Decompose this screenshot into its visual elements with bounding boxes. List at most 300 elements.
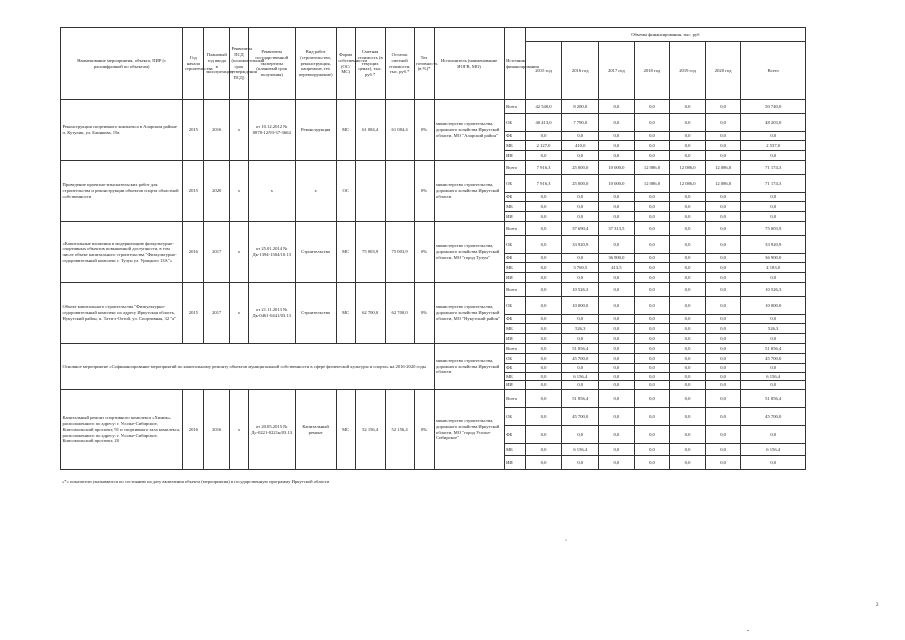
start-year: 2016 — [183, 222, 204, 283]
psd-details: х — [230, 161, 249, 222]
funding-value: 0,0 — [705, 222, 741, 236]
funding-value: 0,0 — [670, 202, 706, 212]
funding-source: ОБ — [504, 408, 525, 426]
funding-total: 0,0 — [741, 315, 806, 324]
funding-value: 0,0 — [705, 381, 741, 390]
funding-value: 0,0 — [705, 408, 741, 426]
table-body — [61, 100, 806, 470]
funding-value: 0,0 — [634, 372, 670, 381]
funding-total: 0,0 — [741, 364, 806, 373]
expertise-details: от 21.11.2013 № Дк-0461-0441/03.13 — [248, 283, 295, 344]
readiness: 0% — [414, 390, 434, 470]
funding-total: 51 856,4 — [741, 390, 806, 408]
funding-value: 0,0 — [634, 151, 670, 161]
header-source: Источник финансирования — [504, 28, 525, 100]
funding-value: 0,0 — [525, 390, 562, 408]
funding-value: 0,0 — [525, 263, 562, 273]
table-row — [61, 283, 806, 297]
funding-value: 0,0 — [670, 222, 706, 236]
funding-value: 0,0 — [634, 236, 670, 254]
funding-total: 48 203,0 — [741, 114, 806, 132]
funding-value: 0,0 — [525, 202, 562, 212]
funding-value: 0,0 — [562, 273, 599, 283]
funding-value: 0,0 — [599, 236, 635, 254]
funding-value: 0,0 — [634, 354, 670, 364]
funding-source: Всего — [504, 161, 525, 175]
funding-value: 0,0 — [670, 364, 706, 373]
header-year: 2018 год — [634, 42, 670, 100]
estimate-cost: 52 156,4 — [355, 390, 385, 470]
funding-total: 51 856,4 — [741, 344, 806, 354]
funding-value: 0,0 — [599, 151, 635, 161]
work-type: х — [295, 161, 336, 222]
funding-value: 0,0 — [525, 426, 562, 444]
header-year: 2017 год — [599, 42, 635, 100]
funding-value: 0,0 — [634, 344, 670, 354]
funding-value: 0,0 — [670, 254, 706, 263]
funding-source: ФБ — [504, 193, 525, 202]
funding-value: 7 916,3 — [525, 161, 562, 175]
funding-value: 0,0 — [705, 141, 741, 151]
header-ownership: Форма собственности (ОС/МС) — [336, 28, 355, 100]
funding-value: 0,0 — [562, 456, 599, 470]
funding-value: 0,0 — [525, 408, 562, 426]
funding-value: 0,0 — [525, 456, 562, 470]
funding-value: 0,0 — [670, 100, 706, 114]
main-event-name: Основное мероприятие «Софинансирование мероприятий по капитальному ремонту объектов муниципальной собственности в сфере физической культуры и спорта» на 2016-2020 годы — [61, 344, 435, 390]
header-estimate: Сметная стоимость (в текущих ценах), тыс. руб.* — [355, 28, 385, 100]
funding-value: 0,0 — [525, 324, 562, 334]
expertise-details: от 25.01.2014 № Дк-1394-1304/10.13 — [248, 222, 295, 283]
funding-value: 0,0 — [705, 364, 741, 373]
funding-value: 0,0 — [670, 426, 706, 444]
funding-value: 0,0 — [634, 444, 670, 456]
remaining-cost: 75 003,9 — [385, 222, 414, 283]
funding-value: 0,0 — [599, 390, 635, 408]
table-row — [61, 100, 806, 114]
funding-total: 0,0 — [741, 426, 806, 444]
funding-total: 0,0 — [741, 456, 806, 470]
funding-value: 0,0 — [670, 408, 706, 426]
funding-value: 25 000,0 — [562, 175, 599, 193]
psd-details: х — [230, 283, 249, 344]
ownership: ОС — [336, 161, 355, 222]
funding-value: 0,0 — [562, 315, 599, 324]
funding-value: 0,0 — [562, 193, 599, 202]
funding-total: 36 900,0 — [741, 254, 806, 263]
funding-value: 0,0 — [599, 344, 635, 354]
funding-value: 0,0 — [599, 381, 635, 390]
funding-value: 0,0 — [562, 132, 599, 141]
funding-total: 0,0 — [741, 202, 806, 212]
header-year-total: Всего — [741, 42, 806, 100]
funding-value: 0,0 — [634, 222, 670, 236]
funding-value: 12 086,0 — [670, 161, 706, 175]
funding-source: ФБ — [504, 426, 525, 444]
funding-value: 0,0 — [670, 193, 706, 202]
funding-value: 12 086,0 — [705, 175, 741, 193]
funding-value: 0,0 — [634, 297, 670, 315]
funding-value: 40 413,0 — [525, 114, 562, 132]
scan-mark: « — [565, 537, 567, 542]
funding-source: ИИ — [504, 151, 525, 161]
funding-value: 0,0 — [525, 254, 562, 263]
funding-total: 0,0 — [741, 381, 806, 390]
funding-total: 10 526,3 — [741, 283, 806, 297]
funding-source: ОБ — [504, 175, 525, 193]
funding-value: 7 790,0 — [562, 114, 599, 132]
remaining-cost: 62 700,0 — [385, 283, 414, 344]
start-year: 2015 — [183, 283, 204, 344]
psd-details: х — [230, 100, 249, 161]
funding-value: 0,0 — [670, 372, 706, 381]
funding-total: 33 920,9 — [741, 236, 806, 254]
readiness: 0% — [414, 283, 434, 344]
funding-total: 0,0 — [741, 151, 806, 161]
funding-source: Всего — [504, 100, 525, 114]
funding-value: 0,0 — [599, 212, 635, 222]
project-name: Объект капитального строительства "Физкультурно-оздоровительный комплекс по адресу Иркутская область, Нукутский район, п. Татэгэ-Олтой, ул. Спортивная, 32 "а" — [61, 283, 183, 344]
psd-details: х — [230, 222, 249, 283]
funding-value: 0,0 — [599, 202, 635, 212]
expertise-details: от 10.12.2012 № 0878-12/93-37-3664 — [248, 100, 295, 161]
funding-source: Всего — [504, 283, 525, 297]
table-row — [61, 344, 806, 354]
funding-value: 0,0 — [562, 364, 599, 373]
ownership: МС — [336, 100, 355, 161]
funding-source: ИИ — [504, 334, 525, 344]
funding-value: 51 856,4 — [562, 390, 599, 408]
funding-value: 0,0 — [670, 283, 706, 297]
funding-value: 12 086,0 — [670, 175, 706, 193]
funding-value: 51 856,4 — [562, 344, 599, 354]
funding-value: 0,0 — [562, 334, 599, 344]
funding-value: 0,0 — [634, 283, 670, 297]
funding-value: 0,0 — [525, 193, 562, 202]
funding-value: 0,0 — [705, 151, 741, 161]
header-year: 2016 год — [562, 42, 599, 100]
funding-source: ОБ — [504, 114, 525, 132]
funding-total: 10 000,0 — [741, 297, 806, 315]
funding-value: 10 000,0 — [562, 297, 599, 315]
funding-source: ФБ — [504, 364, 525, 373]
header-year: 2020 год — [705, 42, 741, 100]
funding-value: 45 700,0 — [562, 408, 599, 426]
funding-value: 0,0 — [525, 283, 562, 297]
funding-total: 0,0 — [741, 334, 806, 344]
table-row — [61, 161, 806, 175]
funding-total: 6 156,4 — [741, 444, 806, 456]
funding-value: 0,0 — [634, 456, 670, 470]
remaining-cost: 52 156,4 — [385, 390, 414, 470]
executor: министерство строительства, дорожного хозяйства Иркутской области, МО "Нукутский район" — [434, 283, 504, 344]
work-type: Реконструкция — [295, 100, 336, 161]
funding-value: 42 540,0 — [525, 100, 562, 114]
funding-value: 0,0 — [634, 364, 670, 373]
header-start-year: Год начала строительства — [183, 28, 204, 100]
readiness: 0% — [414, 161, 434, 222]
funding-total: 6 156,4 — [741, 372, 806, 381]
funding-value: 0,0 — [705, 132, 741, 141]
funding-source: МБ — [504, 444, 525, 456]
remaining-cost: 61 084,4 — [385, 100, 414, 161]
plan-year: 2016 — [204, 390, 230, 470]
funding-total: 71 174,3 — [741, 161, 806, 175]
funding-total: 75 003,9 — [741, 222, 806, 236]
funding-value: 0,0 — [634, 324, 670, 334]
funding-source: МБ — [504, 372, 525, 381]
funding-value: 0,0 — [670, 114, 706, 132]
funding-value: 0,0 — [599, 444, 635, 456]
funding-value: 3 769,5 — [562, 263, 599, 273]
executor: министерство строительства, дорожного хозяйства Иркутской области, МО "город Тулун" — [434, 222, 504, 283]
funding-total: 50 740,0 — [741, 100, 806, 114]
funding-total: 0,0 — [741, 273, 806, 283]
remaining-cost — [385, 161, 414, 222]
plan-year: 2017 — [204, 283, 230, 344]
funding-value: 0,0 — [705, 456, 741, 470]
funding-source: МБ — [504, 324, 525, 334]
funding-value: 0,0 — [599, 364, 635, 373]
funding-value: 0,0 — [634, 193, 670, 202]
estimate-cost: 61 084,4 — [355, 100, 385, 161]
funding-value: 36 900,0 — [599, 254, 635, 263]
funding-value: 0,0 — [670, 212, 706, 222]
funding-value: 10 000,0 — [599, 175, 635, 193]
funding-value: 0,0 — [705, 236, 741, 254]
funding-value: 0,0 — [670, 390, 706, 408]
funding-value: 8 200,0 — [562, 100, 599, 114]
header-psd: Реквизиты ПСД (положительный срок утверждения ПСД) — [230, 28, 249, 100]
funding-value: 0,0 — [705, 212, 741, 222]
funding-value: 45 700,0 — [562, 354, 599, 364]
header-expertise: Реквизиты государственной экспертизы (плановый срок получения) — [248, 28, 295, 100]
funding-source: ИИ — [504, 273, 525, 283]
funding-value: 0,0 — [705, 193, 741, 202]
funding-value: 0,0 — [670, 444, 706, 456]
estimate-cost — [355, 161, 385, 222]
executor: министерство строительства, дорожного хозяйства Иркутской области — [434, 161, 504, 222]
funding-value: 0,0 — [705, 315, 741, 324]
funding-value: 0,0 — [670, 334, 706, 344]
funding-value: 0,0 — [525, 222, 562, 236]
funding-total: 4 183,0 — [741, 263, 806, 273]
funding-source: ИИ — [504, 381, 525, 390]
funding-value: 37 690,4 — [562, 222, 599, 236]
funding-total: 526,3 — [741, 324, 806, 334]
header-year: 2019 год — [670, 42, 706, 100]
funding-value: 0,0 — [525, 297, 562, 315]
funding-value: 0,0 — [670, 273, 706, 283]
funding-source: ОБ — [504, 297, 525, 315]
funding-value: 0,0 — [634, 141, 670, 151]
funding-value: 7 916,3 — [525, 175, 562, 193]
plan-year: 2020 — [204, 161, 230, 222]
funding-table — [60, 27, 806, 470]
funding-source: ИИ — [504, 456, 525, 470]
expertise-details: х — [248, 161, 295, 222]
funding-value: 0,0 — [634, 202, 670, 212]
table-row — [61, 222, 806, 236]
funding-value: 526,3 — [562, 324, 599, 334]
funding-source: Всего — [504, 222, 525, 236]
project-name: Проведение проектно-изыскательских работ для строительства и реконструкции объектов спорта областной собственности — [61, 161, 183, 222]
project-name: «Капитальные вложения в модернизацию физкультурно-спортивных объектов повышенной доступности, в том числе объект капитального строительства "Физкультурно-оздоровительный комплекс г. Тулун ул. Урицкого 13А"» — [61, 222, 183, 283]
funding-value: 0,0 — [562, 202, 599, 212]
funding-value: 0,0 — [670, 354, 706, 364]
funding-value: 6 156,4 — [562, 372, 599, 381]
funding-value: 0,0 — [634, 100, 670, 114]
funding-source: Всего — [504, 344, 525, 354]
ownership: МС — [336, 390, 355, 470]
funding-value: 0,0 — [525, 381, 562, 390]
funding-value: 0,0 — [705, 426, 741, 444]
project-name: Реконструкция спортивного комплекса в Аларском районе п. Кутулик, ул. Блинкова, 19а — [61, 100, 183, 161]
funding-value: 0,0 — [599, 324, 635, 334]
funding-value: 0,0 — [599, 372, 635, 381]
funding-value: 0,0 — [599, 100, 635, 114]
start-year: 2015 — [183, 100, 204, 161]
work-type: Капитальный ремонт — [295, 390, 336, 470]
funding-value: 0,0 — [525, 354, 562, 364]
funding-value: 0,0 — [705, 444, 741, 456]
funding-total: 0,0 — [741, 212, 806, 222]
work-type: Строительство — [295, 283, 336, 344]
funding-value: 0,0 — [562, 212, 599, 222]
funding-value: 0,0 — [599, 132, 635, 141]
funding-value: 0,0 — [525, 344, 562, 354]
funding-value: 0,0 — [705, 283, 741, 297]
funding-value: 12 086,0 — [634, 175, 670, 193]
funding-source: ФБ — [504, 254, 525, 263]
funding-value: 0,0 — [525, 151, 562, 161]
funding-value: 0,0 — [525, 372, 562, 381]
document-sheet — [60, 27, 806, 470]
funding-total: 45 700,0 — [741, 354, 806, 364]
psd-details: х — [230, 390, 249, 470]
funding-source: ФБ — [504, 132, 525, 141]
funding-total: 71 174,3 — [741, 175, 806, 193]
funding-value: 0,0 — [705, 254, 741, 263]
funding-value: 0,0 — [670, 132, 706, 141]
funding-value: 10 000,0 — [599, 161, 635, 175]
funding-value: 0,0 — [705, 334, 741, 344]
funding-value: 0,0 — [705, 344, 741, 354]
funding-value: 0,0 — [525, 334, 562, 344]
funding-value: 0,0 — [525, 444, 562, 456]
header-readiness: Тех готовность (в %)* — [414, 28, 434, 100]
readiness: 0% — [414, 222, 434, 283]
funding-value: 0,0 — [634, 334, 670, 344]
funding-total: 2 537,0 — [741, 141, 806, 151]
funding-value: 6 156,4 — [562, 444, 599, 456]
funding-value: 0,0 — [634, 381, 670, 390]
funding-value: 0,0 — [705, 202, 741, 212]
funding-value: 0,0 — [634, 114, 670, 132]
funding-value: 0,0 — [599, 408, 635, 426]
funding-value: 0,0 — [670, 324, 706, 334]
plan-year: 2016 — [204, 100, 230, 161]
funding-value: 37 313,5 — [599, 222, 635, 236]
funding-value: 10 526,3 — [562, 283, 599, 297]
estimate-cost: 62 700,0 — [355, 283, 385, 344]
funding-value: 0,0 — [705, 297, 741, 315]
funding-value: 0,0 — [670, 263, 706, 273]
funding-value: 0,0 — [634, 263, 670, 273]
funding-value: 0,0 — [670, 381, 706, 390]
funding-value: 0,0 — [705, 263, 741, 273]
header-plan-year: Плановый год ввода в эксплуатацию — [204, 28, 230, 100]
funding-value: 0,0 — [525, 132, 562, 141]
funding-value: 0,0 — [634, 132, 670, 141]
start-year: 2016 — [183, 390, 204, 470]
funding-value: 0,0 — [670, 236, 706, 254]
funding-value: 0,0 — [562, 426, 599, 444]
funding-source: МБ — [504, 202, 525, 212]
funding-value: 0,0 — [599, 283, 635, 297]
work-type: Строительство — [295, 222, 336, 283]
header-executor: Исполнитель (наименование ИОГВ, МО) — [434, 28, 504, 100]
expertise-details: от 20.05.2015 № Дс-0221-0221н/03.13 — [248, 390, 295, 470]
header-year: 2015 год — [525, 42, 562, 100]
header-remaining: Остаток сметной стоимости, тыс. руб.* — [385, 28, 414, 100]
funding-value: 12 086,0 — [705, 161, 741, 175]
funding-value: 0,0 — [705, 324, 741, 334]
funding-value: 0,0 — [525, 273, 562, 283]
funding-value: 0,0 — [670, 141, 706, 151]
funding-source: ОБ — [504, 354, 525, 364]
funding-source: Всего — [504, 390, 525, 408]
scan-speck — [747, 630, 749, 631]
readiness: 0% — [414, 100, 434, 161]
funding-value: 0,0 — [634, 426, 670, 444]
funding-value: 410,0 — [562, 141, 599, 151]
footnote: «*» показатели указываются по состоянию на дату включения объекта (мероприятия) в государственную программу Иркутской области — [62, 479, 330, 484]
funding-value: 0,0 — [599, 315, 635, 324]
funding-source: МБ — [504, 141, 525, 151]
funding-value: 0,0 — [634, 254, 670, 263]
funding-total: 0,0 — [741, 132, 806, 141]
table-row — [61, 390, 806, 408]
funding-value: 0,0 — [525, 236, 562, 254]
header-name: Наименование мероприятия, объекта, ПИР (с расшифровкой по объектам) — [61, 28, 183, 100]
header-funding-title: Объемы финансирования, тыс. руб — [525, 28, 805, 42]
funding-value: 0,0 — [562, 381, 599, 390]
funding-value: 0,0 — [599, 193, 635, 202]
funding-value: 0,0 — [525, 212, 562, 222]
funding-value: 0,0 — [705, 273, 741, 283]
funding-value: 0,0 — [634, 315, 670, 324]
funding-value: 0,0 — [599, 141, 635, 151]
funding-value: 0,0 — [705, 114, 741, 132]
funding-value: 0,0 — [670, 344, 706, 354]
funding-value: 0,0 — [705, 372, 741, 381]
page-number: 2 — [876, 603, 879, 608]
funding-value: 0,0 — [599, 297, 635, 315]
funding-source: ОБ — [504, 236, 525, 254]
funding-value: 0,0 — [599, 273, 635, 283]
funding-value: 413,5 — [599, 263, 635, 273]
ownership: МС — [336, 283, 355, 344]
funding-value: 0,0 — [562, 151, 599, 161]
funding-value: 0,0 — [599, 114, 635, 132]
funding-value: 0,0 — [599, 426, 635, 444]
funding-value: 12 086,0 — [634, 161, 670, 175]
executor: министерство строительства, дорожного хозяйства Иркутской области — [434, 344, 504, 390]
funding-source: ФБ — [504, 315, 525, 324]
project-name: Капитальный ремонт спортивного комплекса «Химик», расположенного по адресу: г. Усолье-Сибирское, Комсомольский проспект, 91 и спортивного зала комплекса, расположенного по адресу: г. Усолье-Сибирское, Комсомольский проспект, 20 — [61, 390, 183, 470]
funding-source: МБ — [504, 263, 525, 273]
